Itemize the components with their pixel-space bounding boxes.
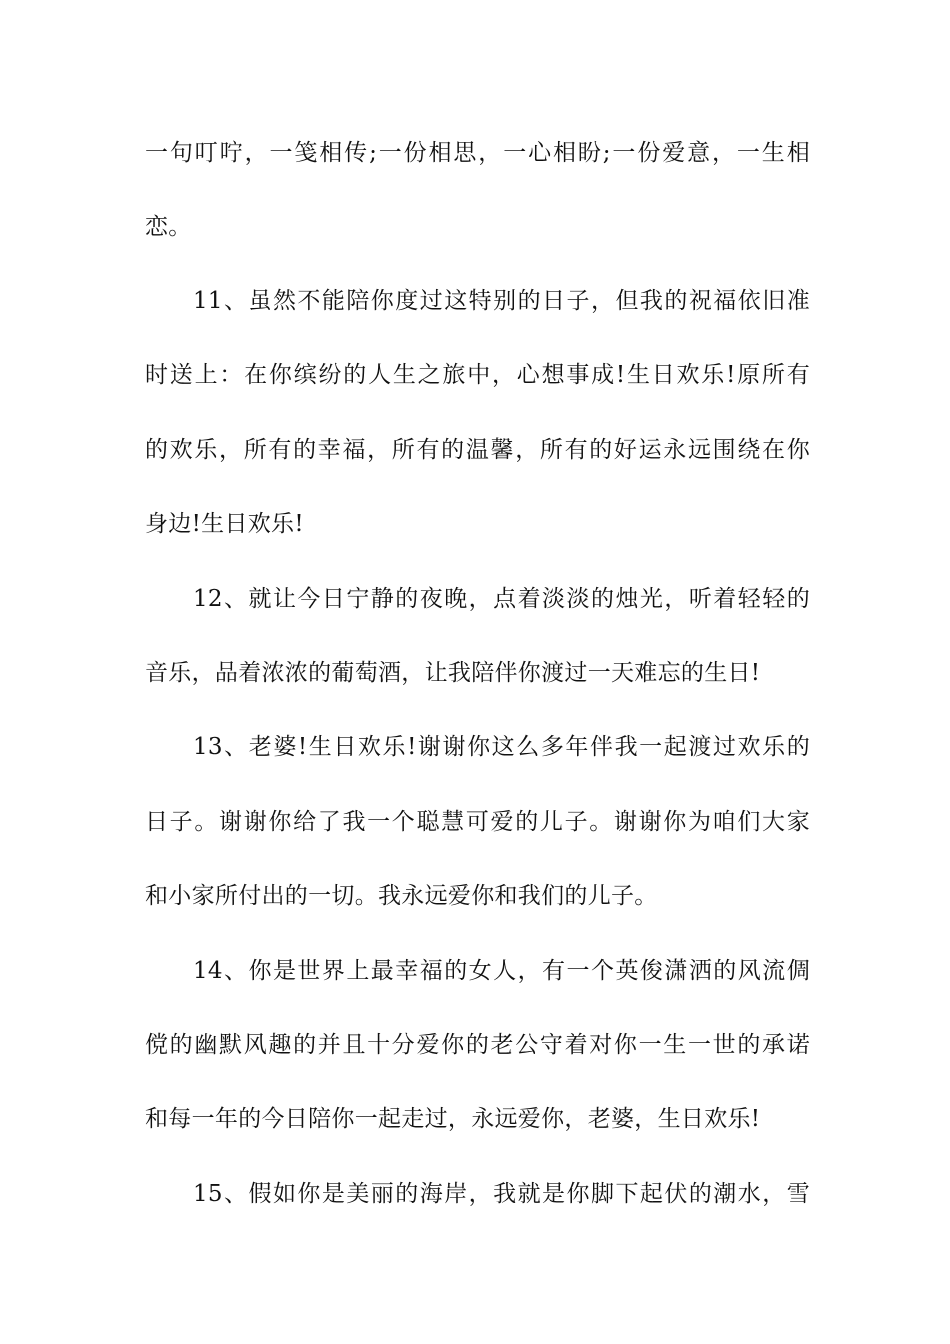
- text-line: 日子。谢谢你给了我一个聪慧可爱的儿子。谢谢你为咱们大家: [145, 809, 810, 835]
- text-line: 傥的幽默风趣的并且十分爱你的老公守着对你一生一世的承诺: [145, 1032, 810, 1058]
- paragraph-14-start: 14、你是世界上最幸福的女人，有一个英俊潇洒的风流倜: [193, 958, 810, 984]
- paragraph-11-start: 11、虽然不能陪你度过这特别的日子，但我的祝福依旧准: [193, 288, 810, 314]
- paragraph-13-start: 13、老婆!生日欢乐!谢谢你这么多年伴我一起渡过欢乐的: [193, 734, 810, 760]
- text-line: 音乐，品着浓浓的葡萄酒，让我陪伴你渡过一天难忘的生日!: [145, 660, 761, 686]
- text-line: 的欢乐，所有的幸福，所有的温馨，所有的好运永远围绕在你: [145, 437, 810, 463]
- text-line: 恋。: [145, 214, 192, 240]
- text-line: 身边!生日欢乐!: [145, 511, 304, 537]
- text-line: 和每一年的今日陪你一起走过，永远爱你，老婆，生日欢乐!: [145, 1106, 761, 1132]
- paragraph-12-start: 12、就让今日宁静的夜晚，点着淡淡的烛光，听着轻轻的: [193, 586, 810, 612]
- text-line: 和小家所付出的一切。我永远爱你和我们的儿子。: [145, 883, 658, 909]
- text-line: 时送上：在你缤纷的人生之旅中，心想事成!生日欢乐!原所有: [145, 362, 810, 388]
- paragraph-15-start: 15、假如你是美丽的海岸，我就是你脚下起伏的潮水，雪: [193, 1181, 810, 1207]
- text-line: 一句叮咛，一笺相传;一份相思，一心相盼;一份爱意，一生相: [145, 140, 810, 166]
